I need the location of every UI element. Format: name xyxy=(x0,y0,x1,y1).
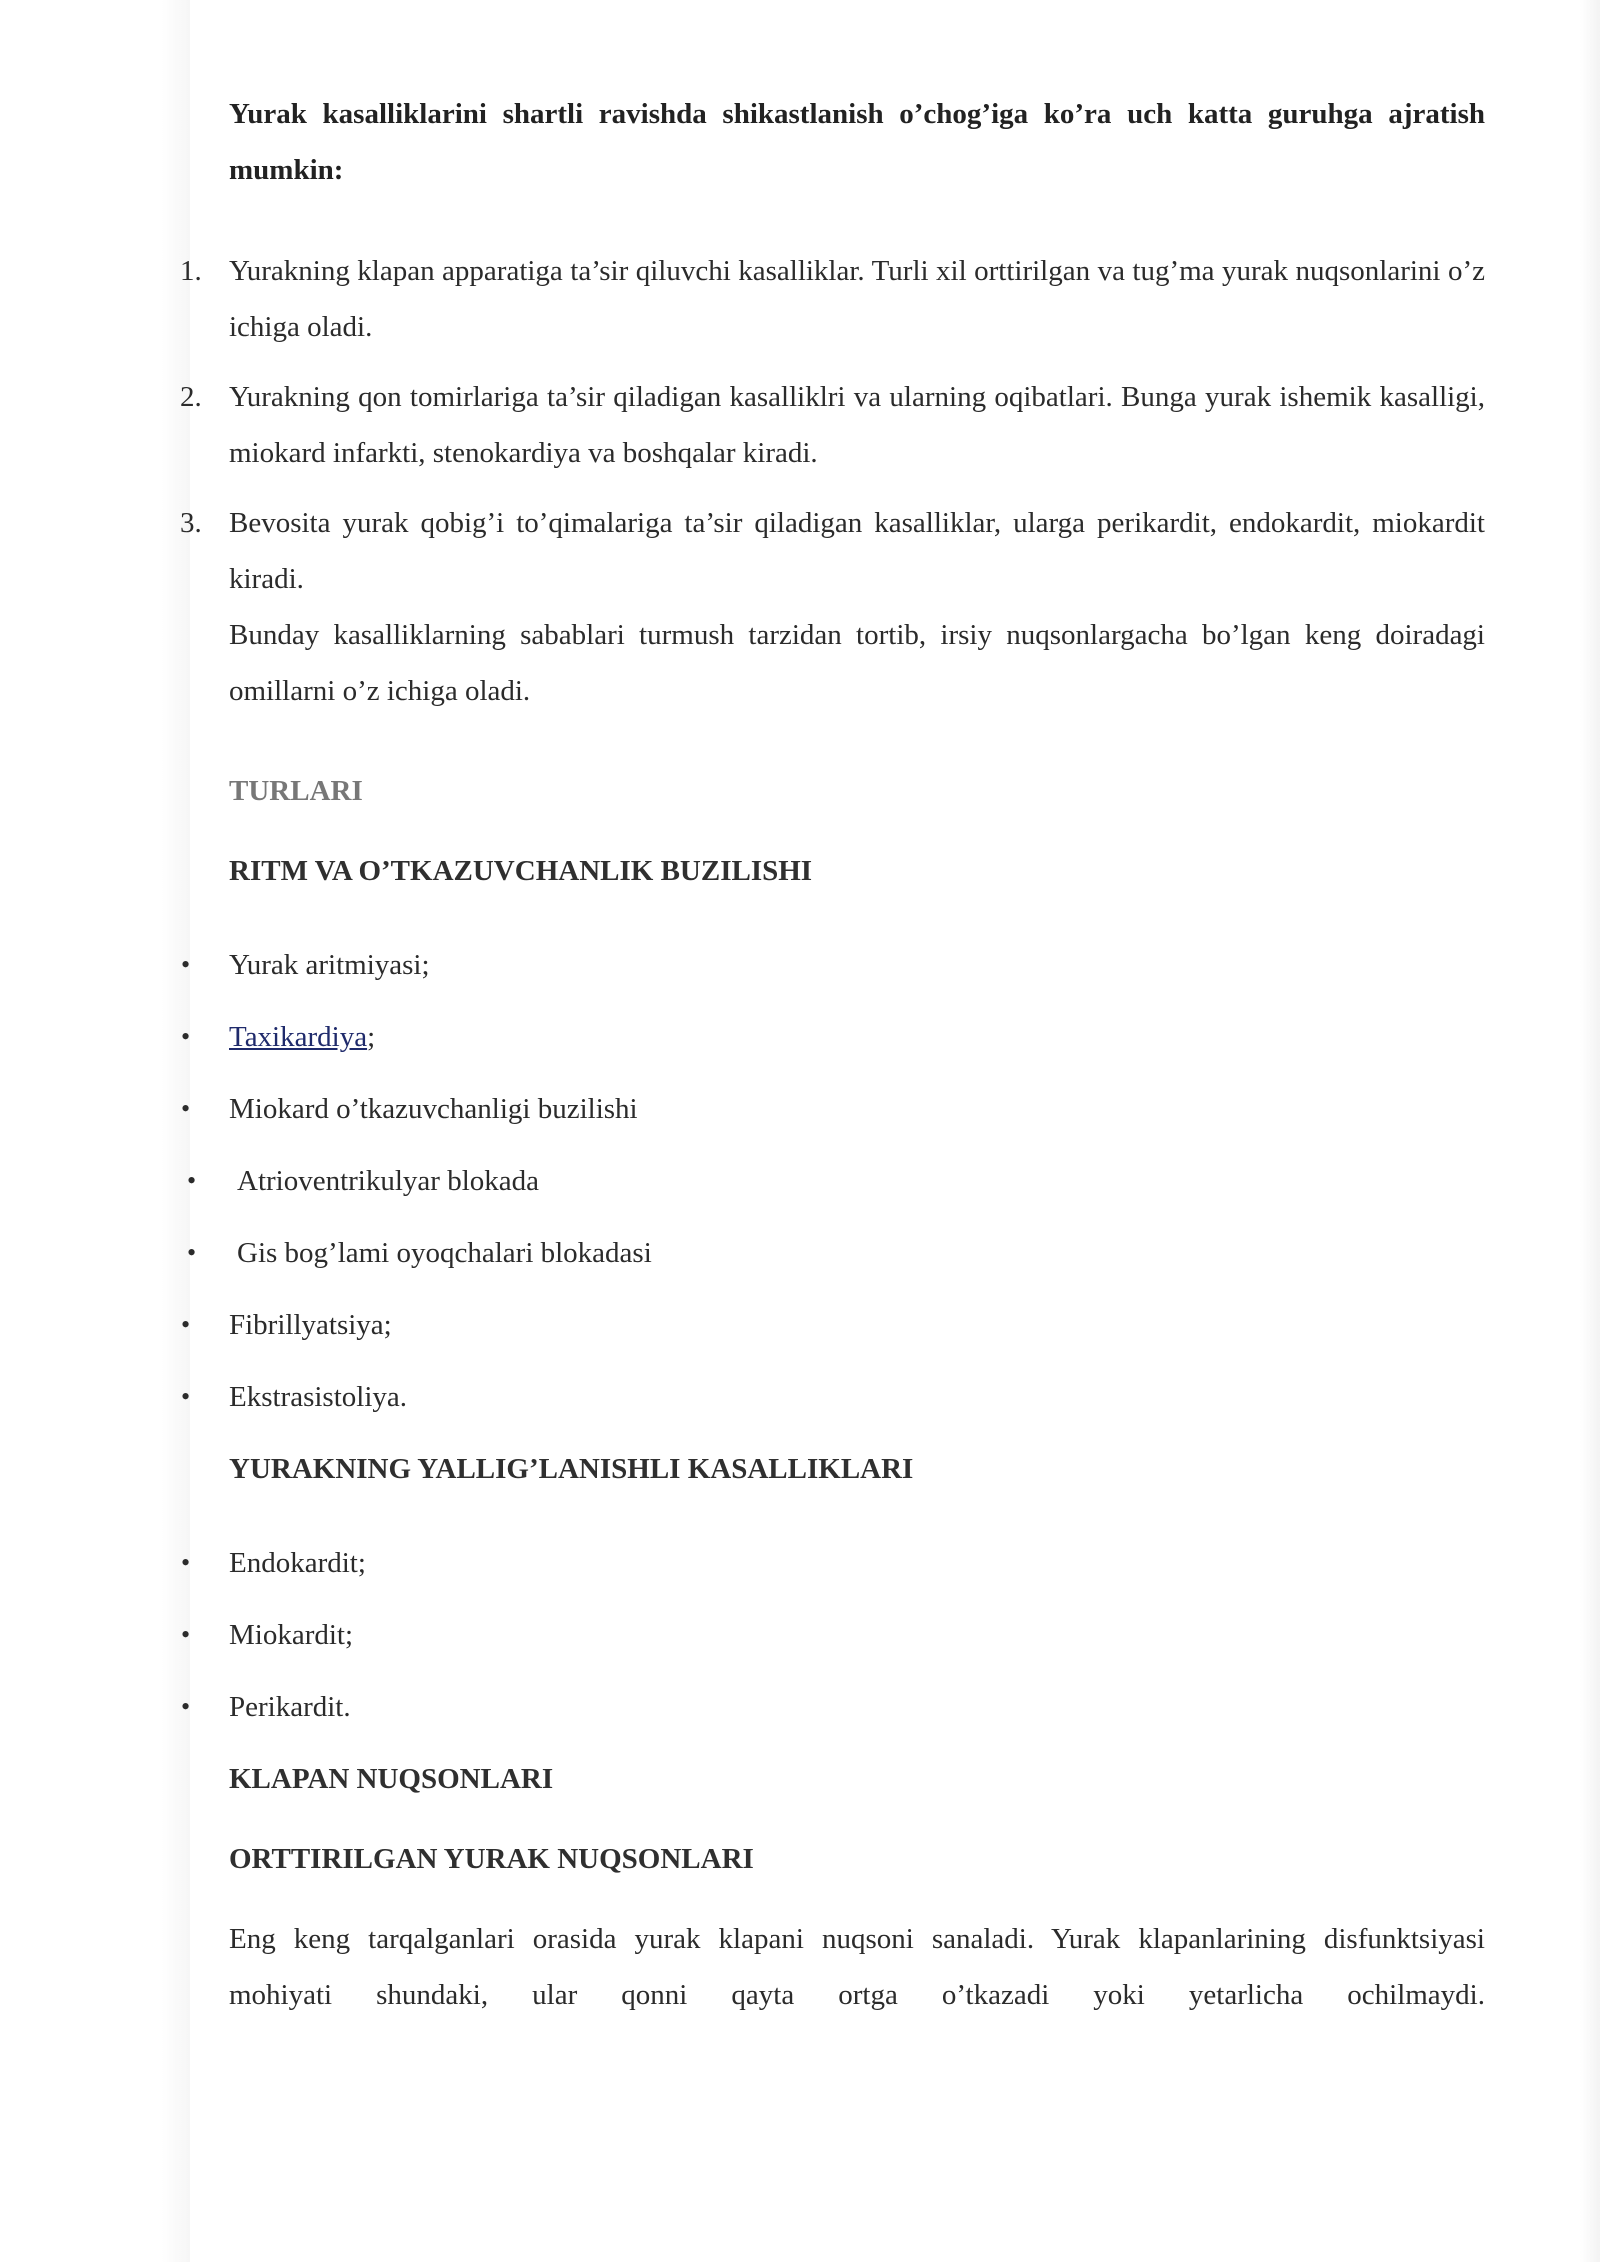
inflammatory-list xyxy=(181,1535,1485,1735)
acquired-paragraph: Eng keng tarqalganlari orasida yurak klapani nuqsoni sanaladi. Yurak klapanlarining disfunktsiyasi mohiyati shundaki, ular qonni qayta ortga o’tkazadi yoki yetarlicha ochilmaydi. xyxy=(229,1923,1485,2011)
list-item xyxy=(181,1081,1485,1153)
bullet-icon: • xyxy=(181,1022,191,1051)
list-item xyxy=(180,243,1485,355)
list-item-text: Yurakning klapan apparatiga ta’sir qiluvchi kasalliklar. Turli xil orttirilgan va tug’ma yurak nuqsonlarini o’z ichiga oladi. xyxy=(229,255,1485,343)
page-margin-right xyxy=(1580,0,1600,2262)
list-item-text: Miokardit; xyxy=(229,1619,354,1651)
bullet-icon: • xyxy=(181,1692,191,1721)
list-item-text: Gis bog’lami oyoqchalari blokadasi xyxy=(237,1237,652,1269)
link-suffix: ; xyxy=(367,1021,376,1053)
list-item xyxy=(187,1225,1485,1297)
list-number: 1. xyxy=(180,255,202,287)
bullet-icon: • xyxy=(187,1238,197,1267)
list-item xyxy=(180,495,1485,607)
list-item xyxy=(181,1009,1485,1081)
valve-heading: KLAPAN NUQSONLARI xyxy=(229,1763,554,1795)
section-title: TURLARI xyxy=(229,775,363,807)
causes-paragraph: Bunday kasalliklarning sabablari turmush tarzidan tortib, irsiy nuqsonlargacha bo’lgan keng doiradagi omillarni o’z ichiga oladi. xyxy=(229,619,1485,707)
document-body xyxy=(180,86,1485,2023)
list-item-text: Miokard o’tkazuvchanligi buzilishi xyxy=(229,1093,638,1125)
list-item xyxy=(181,1607,1485,1679)
list-item xyxy=(181,1297,1485,1369)
rhythm-heading: RITM VA O’TKAZUVCHANLIK BUZILISHI xyxy=(229,855,813,887)
rhythm-list xyxy=(181,937,1485,1425)
acquired-heading: ORTTIRILGAN YURAK NUQSONLARI xyxy=(229,1843,754,1875)
list-number: 3. xyxy=(180,507,202,539)
list-item-text: Ekstrasistoliya. xyxy=(229,1381,408,1413)
list-item xyxy=(181,1679,1485,1735)
numbered-list xyxy=(180,243,1485,607)
list-item-text: Fibrillyatsiya; xyxy=(229,1309,392,1341)
list-item xyxy=(181,1535,1485,1607)
list-item xyxy=(180,369,1485,481)
intro-paragraph: Yurak kasalliklarini shartli ravishda shikastlanish o’chog’iga ko’ra uch katta guruhga ajratish mumkin: xyxy=(229,98,1485,186)
bullet-icon: • xyxy=(187,1166,197,1195)
page-margin-left xyxy=(0,0,190,2262)
inflammatory-heading: YURAKNING YALLIG’LANISHLI KASALLIKLARI xyxy=(229,1453,914,1485)
list-item-text: Endokardit; xyxy=(229,1547,366,1579)
list-item xyxy=(181,937,1485,1009)
bullet-icon: • xyxy=(181,1094,191,1123)
bullet-icon: • xyxy=(181,1620,191,1649)
bullet-icon: • xyxy=(181,950,191,979)
list-number: 2. xyxy=(180,381,202,413)
list-item-text: Yurak aritmiyasi; xyxy=(229,949,430,981)
bullet-icon: • xyxy=(181,1310,191,1339)
bullet-icon: • xyxy=(181,1382,191,1411)
list-item-text: Yurakning qon tomirlariga ta’sir qiladigan kasalliklri va ularning oqibatlari. Bunga yurak ishemik kasalligi, miokard infarkti, stenokardiya va boshqalar kiradi. xyxy=(229,381,1485,469)
list-item-text: Bevosita yurak qobig’i to’qimalariga ta’sir qiladigan kasalliklar, ularga perikardit, endokardit, miokardit kiradi. xyxy=(229,507,1485,595)
list-item xyxy=(187,1153,1485,1225)
list-item-text: Perikardit. xyxy=(229,1691,351,1723)
list-item xyxy=(181,1369,1485,1425)
list-item-text: Atrioventrikulyar blokada xyxy=(237,1165,539,1197)
bullet-icon: • xyxy=(181,1548,191,1577)
taxikardiya-link[interactable]: Taxikardiya xyxy=(229,1021,368,1053)
